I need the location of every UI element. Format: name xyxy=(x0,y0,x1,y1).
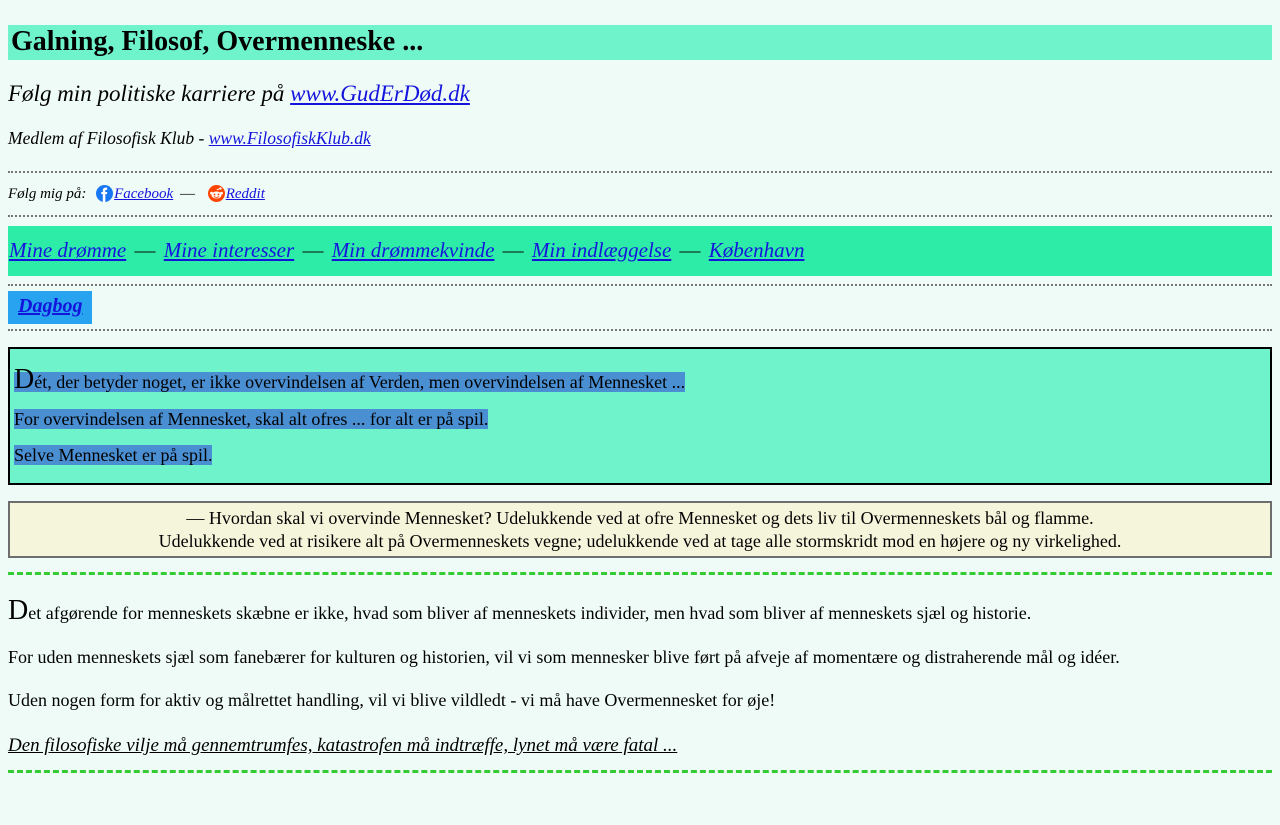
highlighted-text xyxy=(14,364,686,396)
nav-separator: — xyxy=(502,238,524,263)
social-label: Følg mig på: xyxy=(8,186,87,203)
diary-row xyxy=(8,291,1272,324)
philosophical-will-link[interactable]: Den filosofiske vilje må gennemtrumfes, katastrofen må indtræffe, lynet må være fatal ... xyxy=(8,734,678,756)
dotted-divider xyxy=(8,284,1272,286)
nav-separator: — xyxy=(679,238,701,263)
filosofisk-klub-link[interactable]: www.FilosofiskKlub.dk xyxy=(208,128,371,149)
dotted-divider xyxy=(8,171,1272,173)
facebook-icon[interactable] xyxy=(96,185,113,202)
dotted-divider xyxy=(8,329,1272,331)
nav-link-min-indlaeggelse[interactable]: Min indlæggelse xyxy=(531,238,672,263)
reddit-link-label[interactable]: Reddit xyxy=(225,186,265,203)
green-dashed-divider xyxy=(8,572,1272,575)
nav-link-koebenhavn[interactable]: København xyxy=(708,238,805,263)
quote-box xyxy=(8,347,1272,485)
social-separator: — xyxy=(179,186,195,203)
reddit-icon[interactable] xyxy=(208,185,225,202)
page xyxy=(8,25,1272,773)
quote-paragraph-3 xyxy=(14,445,1266,466)
body-paragraph-2: For uden menneskets sjæl som fanebærer for kulturen og historien, vil vi som mennesker blive ført på afveje af momentære og distraherende mål og idéer. xyxy=(8,646,1120,667)
quote-text-1: ét, der betyder noget, er ikke overvindelsen af Verden, men overvindelsen af Mennesket ... xyxy=(34,372,686,393)
nav-link-mine-droemme[interactable]: Mine drømme xyxy=(9,238,127,263)
intro-line-club xyxy=(8,128,1272,149)
facebook-link[interactable] xyxy=(90,186,173,202)
page-title: Galning, Filosof, Overmenneske ... xyxy=(8,25,1272,60)
dotted-divider xyxy=(8,215,1272,217)
body-paragraph-4 xyxy=(8,735,1272,757)
facebook-link-label[interactable]: Facebook xyxy=(114,186,174,203)
manifesto-line-1: — Hvordan skal vi overvinde Mennesket? Udelukkende ved at ofre Mennesket og dets liv til Overmenneskets bål og flamme. xyxy=(186,508,1094,529)
highlighted-text: For overvindelsen af Mennesket, skal alt ofres ... for alt er på spil. xyxy=(14,409,489,430)
drop-cap: D xyxy=(14,364,35,396)
body-text-1: et afgørende for menneskets skæbne er ikke, hvad som bliver af menneskets individer, men hvad som bliver af menneskets sjæl og historie. xyxy=(28,602,1032,623)
body-paragraph-3: Uden nogen form for aktiv og målrettet handling, vil vi blive vildledt - vi må have Overmennesket for øje! xyxy=(8,689,776,710)
nav-separator: — xyxy=(302,238,324,263)
manifesto-line-2: Udelukkende ved at risikere alt på Overmenneskets vegne; udelukkende ved at tage alle stormskridt mod en højere og ny virkelighed. xyxy=(158,530,1122,551)
gud-er-doed-link[interactable]: www.GudErDød.dk xyxy=(290,81,470,107)
quote-paragraph-2 xyxy=(14,409,1266,430)
dagbog-button[interactable]: Dagbog xyxy=(8,291,92,324)
nav-link-mine-interesser[interactable]: Mine interesser xyxy=(163,238,295,263)
intro-line-career xyxy=(8,81,1272,107)
social-row xyxy=(8,185,1272,203)
nav-bar xyxy=(8,226,1272,276)
green-dashed-divider xyxy=(8,770,1272,773)
manifesto-box xyxy=(8,501,1272,558)
intro-club-text: Medlem af Filosofisk Klub - xyxy=(8,128,209,149)
highlighted-text: Selve Mennesket er på spil. xyxy=(14,445,213,466)
main-text xyxy=(8,594,1272,757)
quote-paragraph-1 xyxy=(14,366,1266,394)
nav-link-min-droemmekvinde[interactable]: Min drømmekvinde xyxy=(331,238,495,263)
intro-career-text: Følg min politiske karriere på xyxy=(8,81,291,107)
nav-separator: — xyxy=(134,238,156,263)
body-paragraph-1 xyxy=(8,594,1272,626)
drop-cap: D xyxy=(8,594,29,626)
reddit-link[interactable] xyxy=(202,186,265,202)
